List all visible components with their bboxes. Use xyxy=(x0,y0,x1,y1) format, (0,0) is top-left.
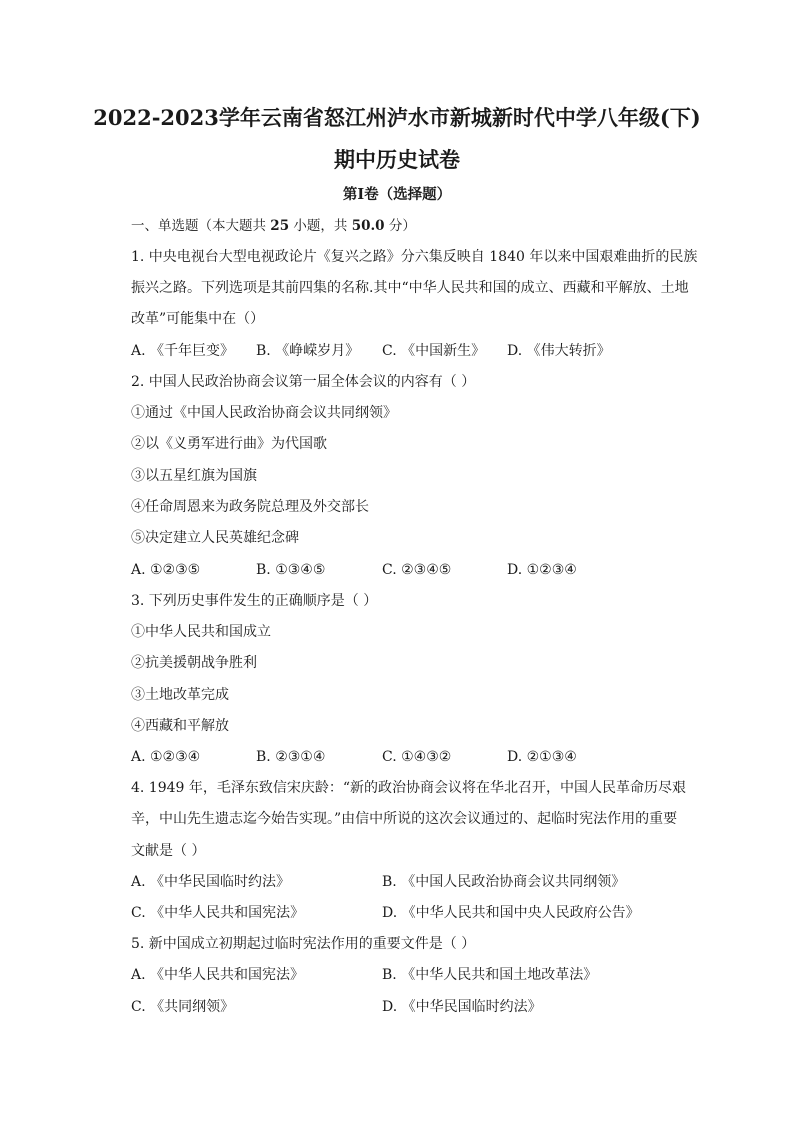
q2-item-2: ②以《义勇军进行曲》为代国歌 xyxy=(131,436,327,452)
section-suffix: 分） xyxy=(384,218,416,234)
q3-item-2: ②抗美援朝战争胜利 xyxy=(131,655,257,671)
q4-line2: 辛，中山先生遗志迄今始告实现。”由信中所说的这次会议通过的、起临时宪法作用的重要 xyxy=(131,811,678,827)
section-middle: 小题，共 xyxy=(289,218,352,234)
q5-option-c: C. 《共同纲领》 xyxy=(131,999,235,1015)
q2-option-a: A. ①②③⑤ xyxy=(131,562,201,578)
section-prefix: 一、单选题（本大题共 xyxy=(131,218,271,234)
q4-option-a: A. 《中华民国临时约法》 xyxy=(131,874,291,890)
q1-option-d: D. 《伟大转折》 xyxy=(507,343,611,359)
q2-item-1: ①通过《中国人民政治协商会议共同纲领》 xyxy=(131,405,397,421)
part-title: 第Ⅰ卷（选择题） xyxy=(342,186,452,203)
q1-line1: 1. 中央电视台大型电视政论片《复兴之路》分六集反映自 1840 年以来中国艰难曲折的民族 xyxy=(131,249,698,265)
q1-option-a: A. 《千年巨变》 xyxy=(131,343,235,359)
exam-title-line2: 期中历史试卷 xyxy=(334,147,460,172)
q3-item-1: ①中华人民共和国成立 xyxy=(131,624,271,640)
q4-line1: 4. 1949 年，毛泽东致信宋庆龄：“新的政治协商会议将在华北召开，中国人民革命历尽艰 xyxy=(131,780,687,796)
q3-stem: 3. 下列历史事件发生的正确顺序是（ ） xyxy=(131,593,378,609)
q5-option-a: A. 《中华人民共和国宪法》 xyxy=(131,967,305,983)
q5-stem: 5. 新中国成立初期起过临时宪法作用的重要文件是（ ） xyxy=(131,936,476,952)
total-score: 50.0 xyxy=(351,218,385,234)
q1-option-b: B. 《峥嵘岁月》 xyxy=(256,343,360,359)
q3-item-4: ④西藏和平解放 xyxy=(131,718,229,734)
q5-option-d: D. 《中华民国临时约法》 xyxy=(382,999,542,1015)
q3-item-3: ③土地改革完成 xyxy=(131,687,229,703)
q2-option-c: C. ②③④⑤ xyxy=(382,562,452,578)
section-heading xyxy=(131,215,416,237)
q2-item-5: ⑤决定建立人民英雄纪念碑 xyxy=(131,530,299,546)
q3-option-b: B. ②③①④ xyxy=(256,749,326,765)
q4-line3: 文献是（ ） xyxy=(131,843,206,859)
q3-option-d: D. ②①③④ xyxy=(507,749,577,765)
q2-stem: 2. 中国人民政治协商会议第一届全体会议的内容有（ ） xyxy=(131,374,476,390)
q5-option-b: B. 《中华人民共和国土地改革法》 xyxy=(382,967,598,983)
q2-option-b: B. ①③④⑤ xyxy=(256,562,326,578)
q3-option-c: C. ①④③② xyxy=(382,749,452,765)
q1-line2: 振兴之路。下列选项是其前四集的名称.其中“中华人民共和国的成立、西藏和平解放、土地 xyxy=(131,280,689,296)
q2-option-d: D. ①②③④ xyxy=(507,562,577,578)
q2-item-4: ④任命周恩来为政务院总理及外交部长 xyxy=(131,499,369,515)
q1-option-c: C. 《中国新生》 xyxy=(382,343,486,359)
exam-title-line1: 2022-2023学年云南省怒江州泸水市新城新时代中学八年级(下) xyxy=(93,105,701,130)
q2-item-3: ③以五星红旗为国旗 xyxy=(131,468,257,484)
q4-option-b: B. 《中国人民政治协商会议共同纲领》 xyxy=(382,874,626,890)
q4-option-c: C. 《中华人民共和国宪法》 xyxy=(131,905,305,921)
question-count: 25 xyxy=(270,218,290,234)
q4-option-d: D. 《中华人民共和国中央人民政府公告》 xyxy=(382,905,640,921)
q1-line3: 改革”可能集中在（） xyxy=(131,311,265,327)
q3-option-a: A. ①②③④ xyxy=(131,749,201,765)
